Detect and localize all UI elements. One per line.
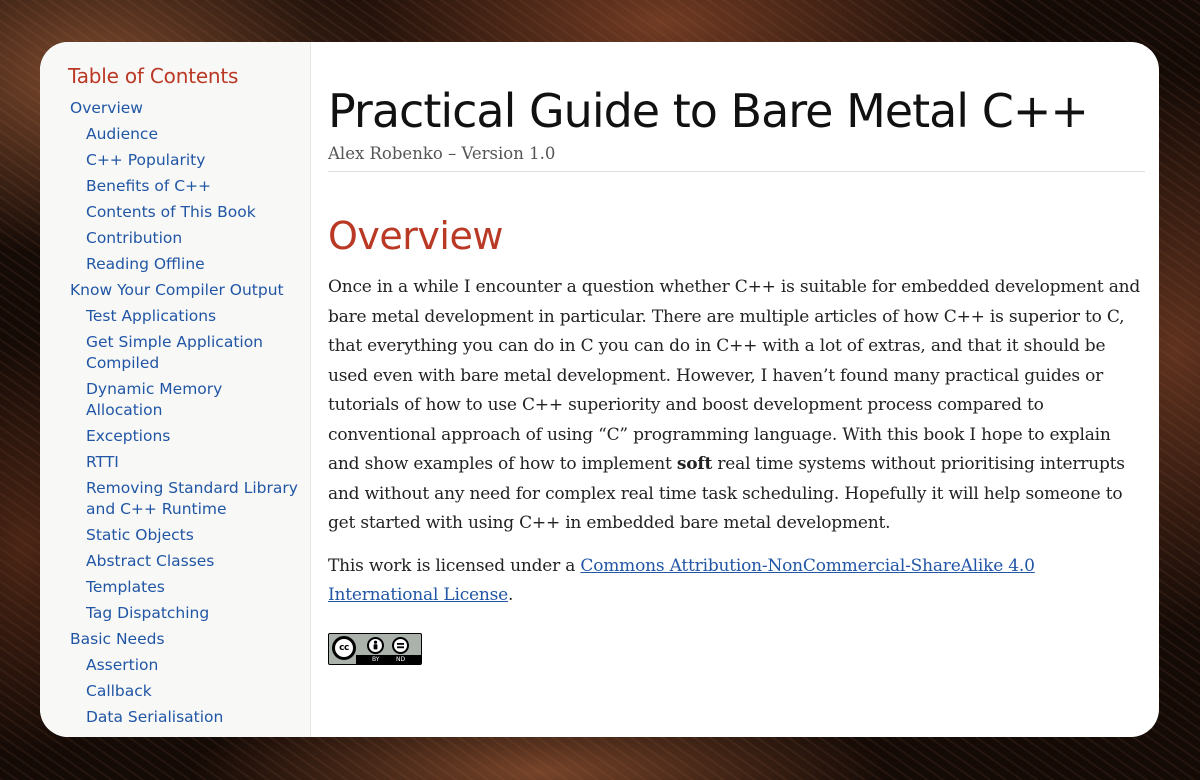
toc-section — [70, 280, 310, 629]
table-of-contents — [40, 42, 311, 737]
bold-text: soft — [676, 454, 713, 474]
toc-sublist — [70, 124, 310, 280]
toc-link-rtti[interactable]: RTTI — [86, 453, 119, 471]
cc-license-badge[interactable] — [328, 633, 422, 665]
by-label: BY — [372, 655, 380, 663]
toc-sublist — [70, 306, 310, 629]
toc-link-contents-of-this-book[interactable]: Contents of This Book — [86, 203, 256, 221]
toc-link-exceptions[interactable]: Exceptions — [86, 427, 171, 445]
toc-link-dynamic-memory-allocation[interactable]: Dynamic Memory Allocation — [86, 380, 223, 419]
toc-section — [70, 98, 310, 280]
toc-section — [70, 629, 310, 733]
toc-link-know-your-compiler-output[interactable]: Know Your Compiler Output — [70, 281, 284, 299]
toc-link-get-simple-application-compiled[interactable]: Get Simple Application Compiled — [86, 333, 264, 372]
toc-link-removing-standard-library[interactable]: Removing Standard Library and C++ Runtime — [86, 479, 298, 518]
toc-link-audience[interactable]: Audience — [86, 125, 158, 143]
toc-link-data-serialisation[interactable]: Data Serialisation — [86, 708, 224, 726]
toc-link-tag-dispatching[interactable]: Tag Dispatching — [86, 604, 210, 622]
toc-link-cpp-popularity[interactable]: C++ Popularity — [86, 151, 206, 169]
license-link[interactable]: Commons Attribution-NonCommercial-ShareAlike 4.0 International License — [328, 555, 1035, 605]
toc-link-assertion[interactable]: Assertion — [86, 656, 159, 674]
toc-link-contribution[interactable]: Contribution — [86, 229, 183, 247]
document-content — [311, 42, 1159, 737]
toc-link-benefits-of-cpp[interactable]: Benefits of C++ — [86, 177, 212, 195]
equals-icon — [392, 637, 409, 654]
cc-icon: cc — [332, 636, 356, 660]
document-title: Practical Guide to Bare Metal C++ — [328, 84, 1088, 138]
overview-paragraph — [328, 273, 1145, 539]
toc-sublist — [70, 655, 310, 733]
toc-link-abstract-classes[interactable]: Abstract Classes — [86, 552, 215, 570]
person-icon — [367, 637, 384, 654]
toc-link-callback[interactable]: Callback — [86, 682, 152, 700]
paragraph-text: Once in a while I encounter a question whether C++ is suitable for embedded development and bare metal development in particular. There are multiple articles of how C++ is superior to C, that everything you can do in C you can do in C++ with a lot of extras, and that it should be used even with bare metal development. However, I haven’t found many practical guides or tutorials of how to use C++ superiority and boost development process compared to conventional approach of using “C” programming language. With this book I hope to explain and show examples of how to implement — [328, 277, 1141, 474]
badge-strip — [356, 655, 421, 664]
license-suffix: . — [508, 585, 514, 605]
paragraph-text: real time systems without prioritising interrupts and without any need for complex real time task scheduling. Hopefully it will help someone to get started with using C++ in embedded bare metal development. — [328, 454, 1125, 533]
document-card — [40, 42, 1159, 737]
toc-link-overview[interactable]: Overview — [70, 99, 143, 117]
toc-link-basic-needs[interactable]: Basic Needs — [70, 630, 165, 648]
license-paragraph — [328, 552, 1145, 611]
toc-link-test-applications[interactable]: Test Applications — [86, 307, 217, 325]
toc-title: Table of Contents — [68, 64, 239, 88]
document-details: Alex Robenko – Version 1.0 — [328, 144, 1145, 172]
nd-label: ND — [396, 655, 406, 663]
toc-link-templates[interactable]: Templates — [86, 578, 165, 596]
toc-link-reading-offline[interactable]: Reading Offline — [86, 255, 205, 273]
toc-list — [70, 98, 310, 733]
license-prefix: This work is licensed under a — [328, 555, 581, 576]
toc-link-static-objects[interactable]: Static Objects — [86, 526, 194, 544]
section-title: Overview — [328, 214, 503, 258]
